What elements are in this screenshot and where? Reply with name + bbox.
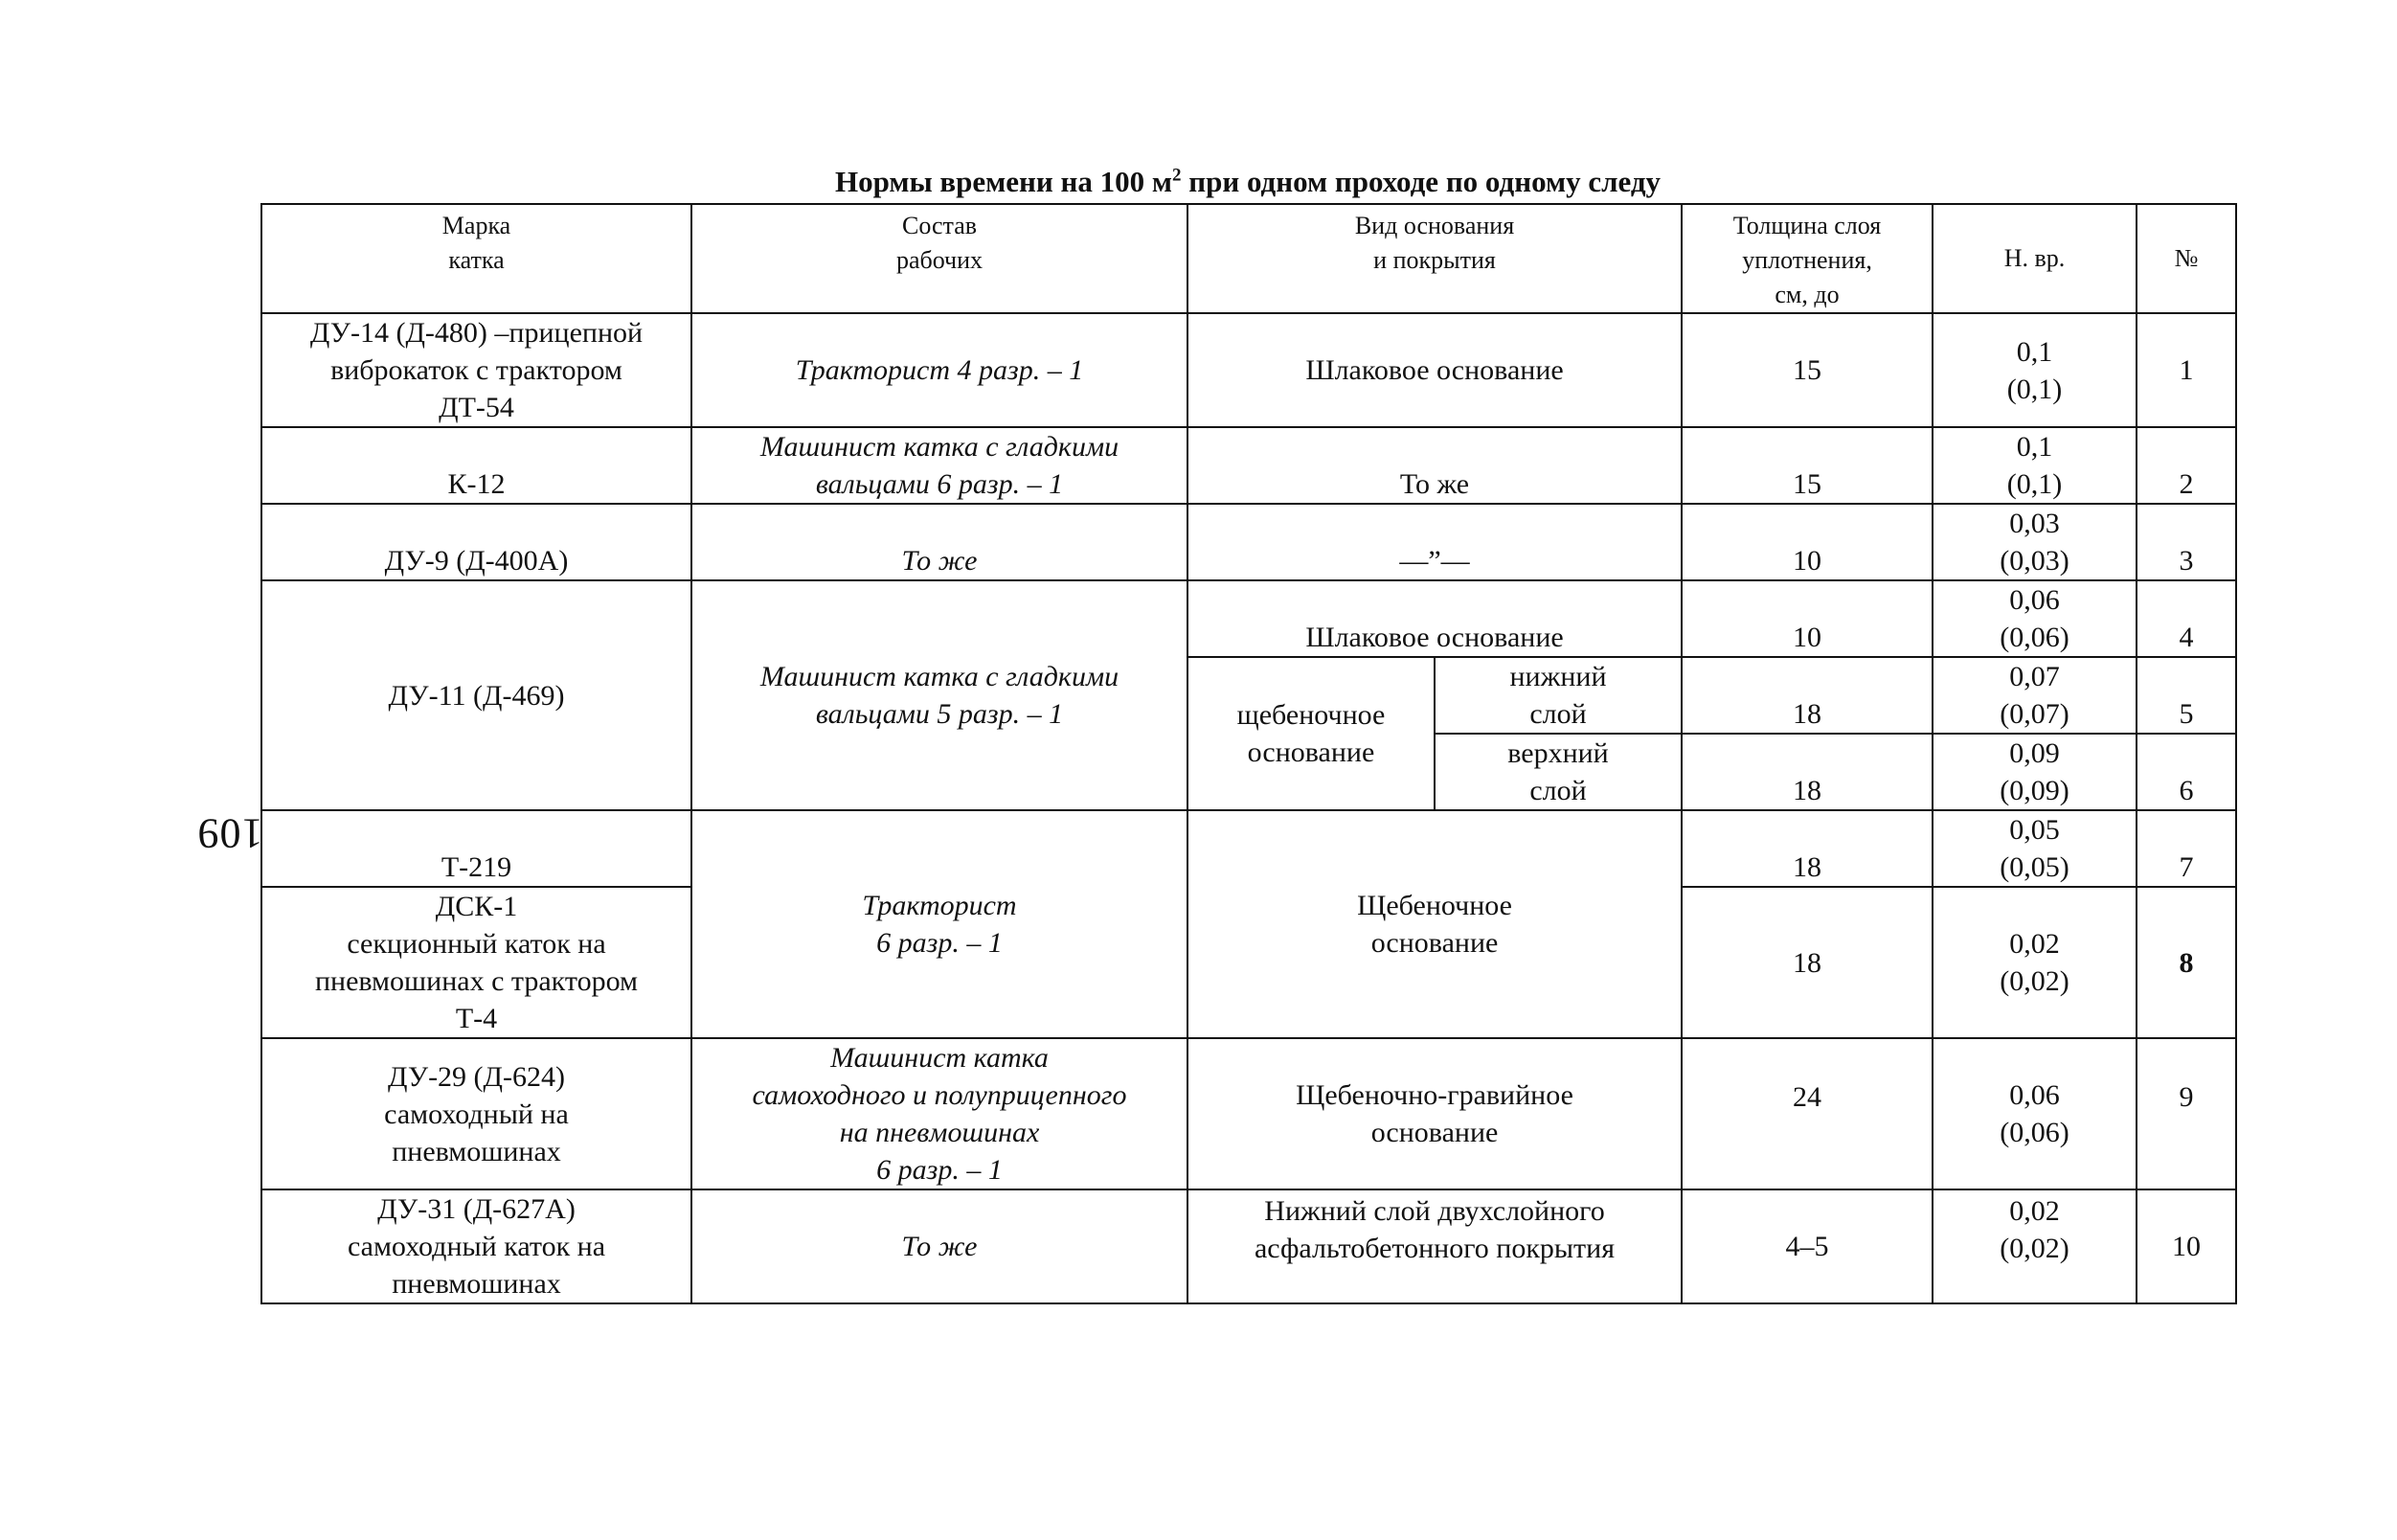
title-superscript: 2	[1171, 165, 1182, 186]
number-cell: 5	[2137, 657, 2236, 734]
number-cell: 7	[2137, 810, 2236, 887]
crew-cell: То же	[691, 1189, 1187, 1303]
base-cell: Щебеночное основание	[1187, 810, 1682, 1038]
number-cell: 9	[2137, 1038, 2236, 1189]
number-cell: 6	[2137, 734, 2236, 810]
norm-cell: 0,06 (0,06)	[1933, 580, 2137, 657]
number-cell: 10	[2137, 1189, 2236, 1303]
model-cell: ДУ-9 (Д-400А)	[261, 504, 691, 580]
table-row	[261, 580, 2236, 657]
thickness-cell: 18	[1682, 810, 1933, 887]
page-number: 109	[196, 810, 263, 857]
crew-cell: Машинист катка самоходного и полуприцепного на пневмошинах 6 разр. – 1	[691, 1038, 1187, 1189]
header-norm: Н. вр.	[1933, 204, 2137, 313]
norm-cell: 0,06 (0,06)	[1933, 1038, 2137, 1189]
header-model: Марка катка	[261, 204, 691, 313]
title-prefix: Нормы времени на 100 м	[834, 165, 1172, 198]
norm-cell: 0,05 (0,05)	[1933, 810, 2137, 887]
title-suffix: при одном проходе по одному следу	[1181, 165, 1662, 198]
norm-cell: 0,1 (0,1)	[1933, 427, 2137, 504]
table-row	[261, 504, 2236, 580]
model-cell: ДУ-31 (Д-627А) самоходный каток на пневмошинах	[261, 1189, 691, 1303]
norm-cell: 0,02 (0,02)	[1933, 887, 2137, 1038]
thickness-cell: 18	[1682, 734, 1933, 810]
number-cell: 1	[2137, 313, 2236, 427]
model-cell: ДСК-1 секционный каток на пневмошинах с трактором Т-4	[261, 887, 691, 1038]
table-title	[260, 163, 2235, 201]
thickness-cell: 24	[1682, 1038, 1933, 1189]
model-cell: К-12	[261, 427, 691, 504]
thickness-cell: 15	[1682, 313, 1933, 427]
thickness-cell: 18	[1682, 657, 1933, 734]
number-cell: 2	[2137, 427, 2236, 504]
base-cell: Щебеночно-гравийное основание	[1187, 1038, 1682, 1189]
norm-cell: 0,02 (0,02)	[1933, 1189, 2137, 1303]
number-cell: 3	[2137, 504, 2236, 580]
header-thickness: Толщина слоя уплотнения, см, до	[1682, 204, 1933, 313]
thickness-cell: 10	[1682, 504, 1933, 580]
norm-cell: 0,09 (0,09)	[1933, 734, 2137, 810]
norm-cell: 0,1 (0,1)	[1933, 313, 2137, 427]
norms-table	[260, 203, 2237, 1304]
thickness-cell: 4–5	[1682, 1189, 1933, 1303]
crew-cell: Машинист катка с гладкими вальцами 6 разр. – 1	[691, 427, 1187, 504]
model-cell: ДУ-29 (Д-624) самоходный на пневмошинах	[261, 1038, 691, 1189]
header-base: Вид основания и покрытия	[1187, 204, 1682, 313]
base-group-cell: щебеночное основание	[1187, 657, 1435, 810]
table-row	[261, 427, 2236, 504]
base-cell: —”—	[1187, 504, 1682, 580]
base-cell: Шлаковое основание	[1187, 313, 1682, 427]
base-cell: Нижний слой двухслойного асфальтобетонного покрытия	[1187, 1189, 1682, 1303]
header-number: №	[2137, 204, 2236, 313]
layer-cell: верхний слой	[1435, 734, 1682, 810]
table-row	[261, 313, 2236, 427]
norm-cell: 0,03 (0,03)	[1933, 504, 2137, 580]
table-row	[261, 1038, 2236, 1189]
crew-cell: То же	[691, 504, 1187, 580]
crew-cell: Тракторист 4 разр. – 1	[691, 313, 1187, 427]
table-row	[261, 810, 2236, 887]
thickness-cell: 15	[1682, 427, 1933, 504]
header-row	[261, 204, 2236, 313]
thickness-cell: 10	[1682, 580, 1933, 657]
header-crew: Состав рабочих	[691, 204, 1187, 313]
model-cell: ДУ-11 (Д-469)	[261, 580, 691, 810]
model-cell: Т-219	[261, 810, 691, 887]
crew-cell: Тракторист 6 разр. – 1	[691, 810, 1187, 1038]
thickness-cell: 18	[1682, 887, 1933, 1038]
model-cell: ДУ-14 (Д-480) –прицепной виброкаток с трактором ДТ-54	[261, 313, 691, 427]
base-cell: Шлаковое основание	[1187, 580, 1682, 657]
layer-cell: нижний слой	[1435, 657, 1682, 734]
base-cell: То же	[1187, 427, 1682, 504]
number-cell: 4	[2137, 580, 2236, 657]
number-cell: 8	[2137, 887, 2236, 1038]
table-row	[261, 1189, 2236, 1303]
norm-cell: 0,07 (0,07)	[1933, 657, 2137, 734]
crew-cell: Машинист катка с гладкими вальцами 5 разр. – 1	[691, 580, 1187, 810]
